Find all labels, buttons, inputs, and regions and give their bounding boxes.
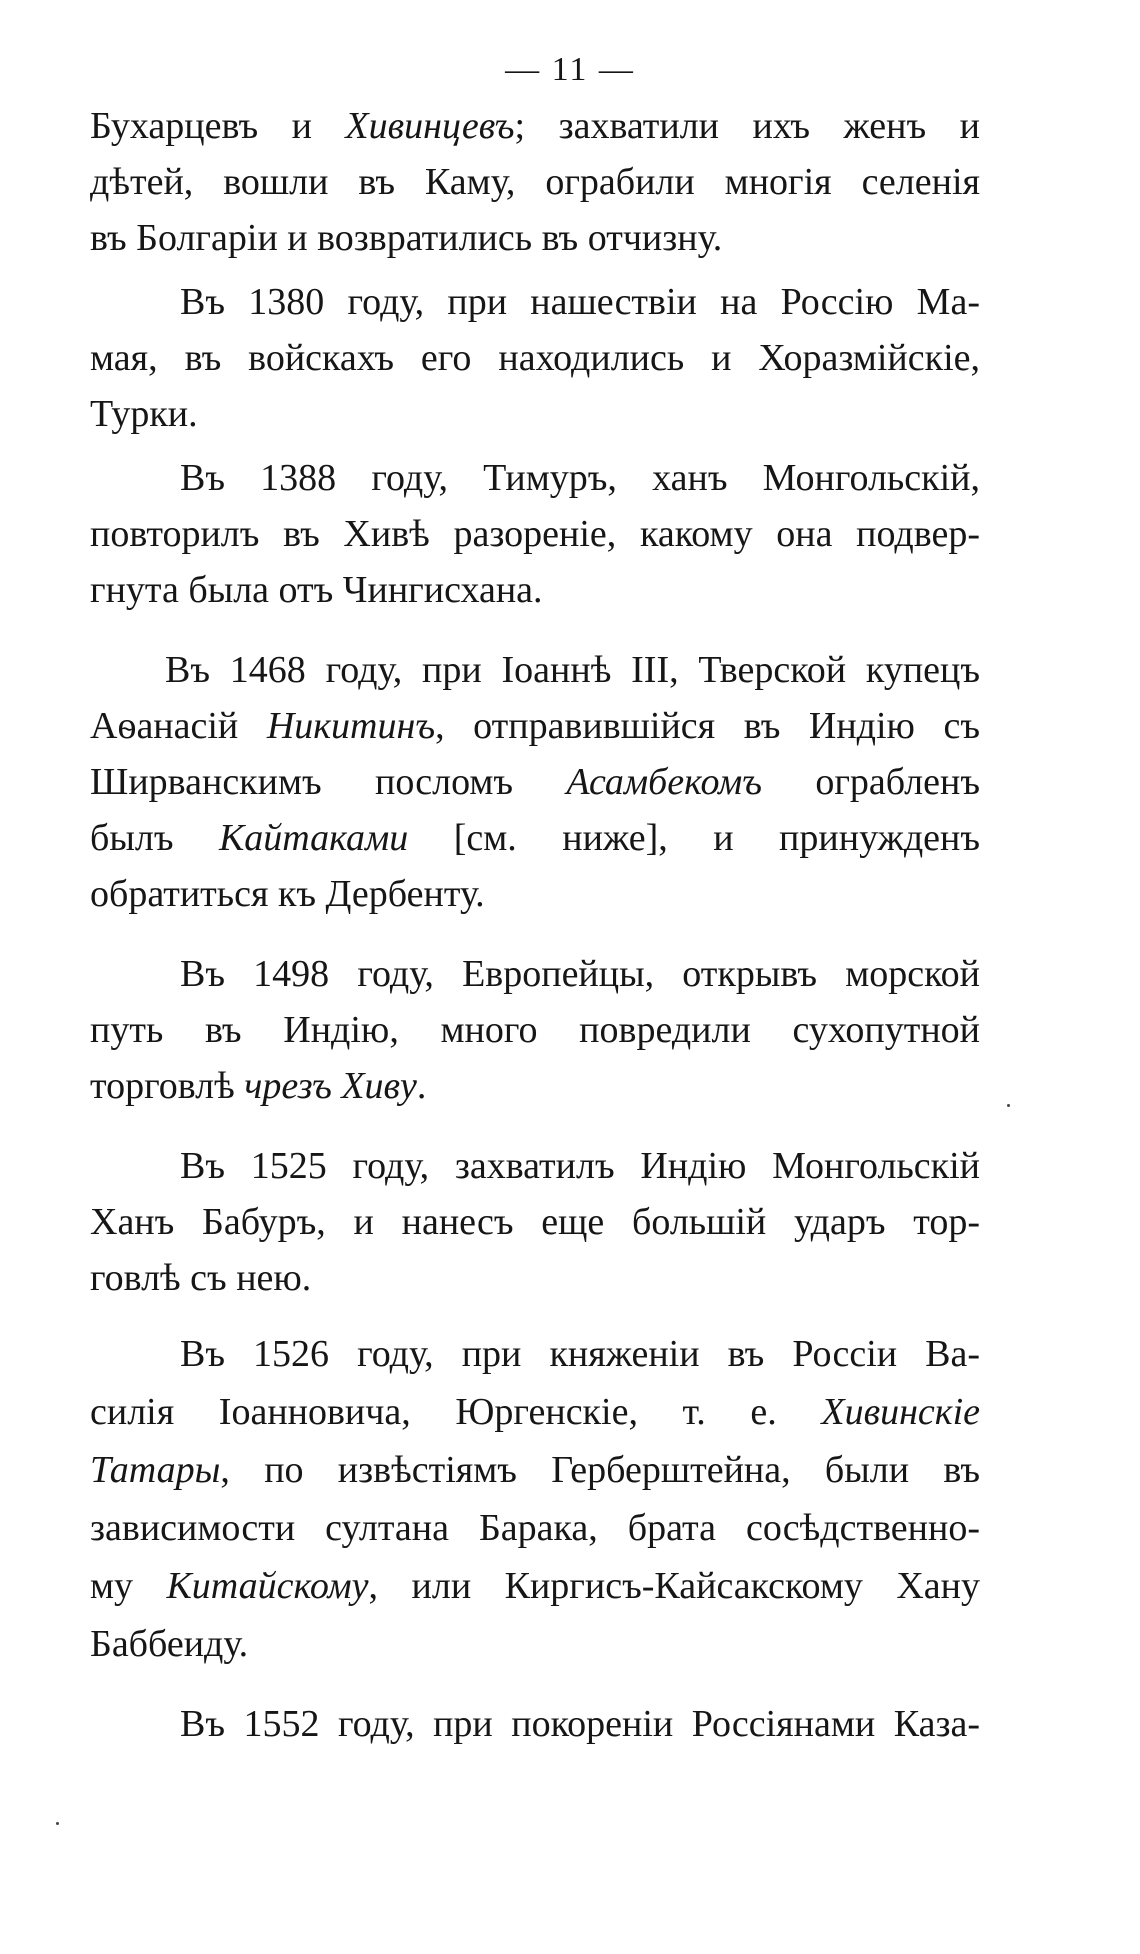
text-segment: му — [90, 1565, 167, 1607]
text-segment: Ханъ Бабуръ, и нанесъ еще большій ударъ тор- — [90, 1201, 980, 1243]
text-segment: Въ 1552 году, при покореніи Россіянами Каза- — [180, 1703, 980, 1745]
page-number: — 11 — — [505, 51, 635, 88]
text-line-4 — [180, 274, 980, 330]
text-segment: повторилъ въ Хивѣ разореніе, какому она подвер- — [90, 513, 980, 555]
text-line-6 — [90, 386, 980, 442]
text-segment: Въ 1498 году, Европейцы, открывъ морской — [180, 953, 980, 995]
text-line-24 — [90, 1500, 980, 1556]
text-line-25 — [90, 1558, 980, 1614]
text-segment: , по извѣстіямъ Герберштейна, были въ — [220, 1449, 980, 1491]
text-line-11 — [90, 698, 980, 754]
text-line-9 — [90, 562, 980, 618]
text-line-1 — [90, 98, 980, 154]
text-line-21 — [180, 1326, 980, 1382]
text-line-8 — [90, 506, 980, 562]
text-segment: Въ 1526 году, при княженіи въ Россіи Ва- — [180, 1333, 980, 1375]
text-segment: [см. ниже], и принужденъ — [408, 817, 981, 859]
text-segment: Въ 1380 году, при нашествіи на Россію Ма- — [180, 281, 980, 323]
text-segment: Въ 1468 году, при Іоаннѣ III, Тверской купецъ — [165, 649, 980, 691]
text-segment: Аѳанасій — [90, 705, 267, 747]
text-segment: Ширванскимъ посломъ — [90, 761, 567, 803]
italic-text: Кайтаками — [218, 817, 409, 859]
text-segment: Бухарцевъ и — [90, 105, 346, 147]
text-segment: Турки. — [90, 393, 198, 435]
text-line-3 — [90, 210, 980, 266]
text-line-14 — [90, 866, 980, 922]
text-segment: гнута была отъ Чингисхана. — [90, 569, 543, 611]
text-line-12 — [90, 754, 980, 810]
text-line-23 — [90, 1442, 980, 1498]
text-segment: торговлѣ — [90, 1065, 245, 1107]
italic-text: Хивинцевъ — [345, 105, 515, 147]
text-segment: ; захватили ихъ женъ и — [514, 105, 980, 147]
text-segment: силія Іоанновича, Юргенскіе, т. е. — [90, 1391, 822, 1433]
italic-text: Татары — [90, 1449, 221, 1491]
text-segment: Въ 1525 году, захватилъ Индію Монгольскій — [180, 1145, 980, 1187]
text-line-16 — [90, 1002, 980, 1058]
text-segment: былъ — [90, 817, 219, 859]
italic-text: Асамбекомъ — [566, 761, 763, 803]
italic-text: чрезъ Хиву — [244, 1065, 417, 1107]
text-line-7 — [180, 450, 980, 506]
text-line-22 — [90, 1384, 980, 1440]
text-segment: зависимости султана Барака, брата сосѣдственно- — [90, 1507, 980, 1549]
text-line-2 — [90, 154, 980, 210]
italic-text: Китайскому — [166, 1565, 369, 1607]
text-segment: , отправившійся въ Индію съ — [435, 705, 981, 747]
text-segment: ограбленъ — [762, 761, 980, 803]
text-segment: обратиться къ Дербенту. — [90, 873, 485, 915]
text-line-5 — [90, 330, 980, 386]
text-segment: мая, въ войскахъ его находились и Хоразмійскіе, — [90, 337, 980, 379]
italic-text: Хивинскіе — [821, 1391, 980, 1433]
text-line-20 — [90, 1250, 980, 1306]
text-segment: . — [416, 1065, 427, 1107]
text-line-19 — [90, 1194, 980, 1250]
text-segment: Въ 1388 году, Тимуръ, ханъ Монгольскій, — [180, 457, 980, 499]
text-line-17 — [90, 1058, 980, 1114]
text-segment: въ Болгаріи и возвратились въ отчизну. — [90, 217, 723, 259]
italic-text: Никитинъ — [266, 705, 436, 747]
text-line-26 — [90, 1616, 980, 1672]
text-segment: говлѣ съ нею. — [90, 1257, 312, 1299]
text-line-15 — [180, 946, 980, 1002]
text-segment: путь въ Индію, много повредили сухопутной — [90, 1009, 980, 1051]
text-line-27 — [180, 1696, 980, 1752]
text-line-18 — [180, 1138, 980, 1194]
text-segment: Баббеиду. — [90, 1623, 249, 1665]
text-segment: , или Киргисъ-Кайсакскому Хану — [368, 1565, 980, 1607]
print-speck — [1007, 1104, 1010, 1107]
text-line-10 — [165, 642, 980, 698]
text-line-13 — [90, 810, 980, 866]
text-segment: дѣтей, вошли въ Каму, ограбили многія селенія — [90, 161, 980, 203]
print-speck — [56, 1822, 59, 1825]
